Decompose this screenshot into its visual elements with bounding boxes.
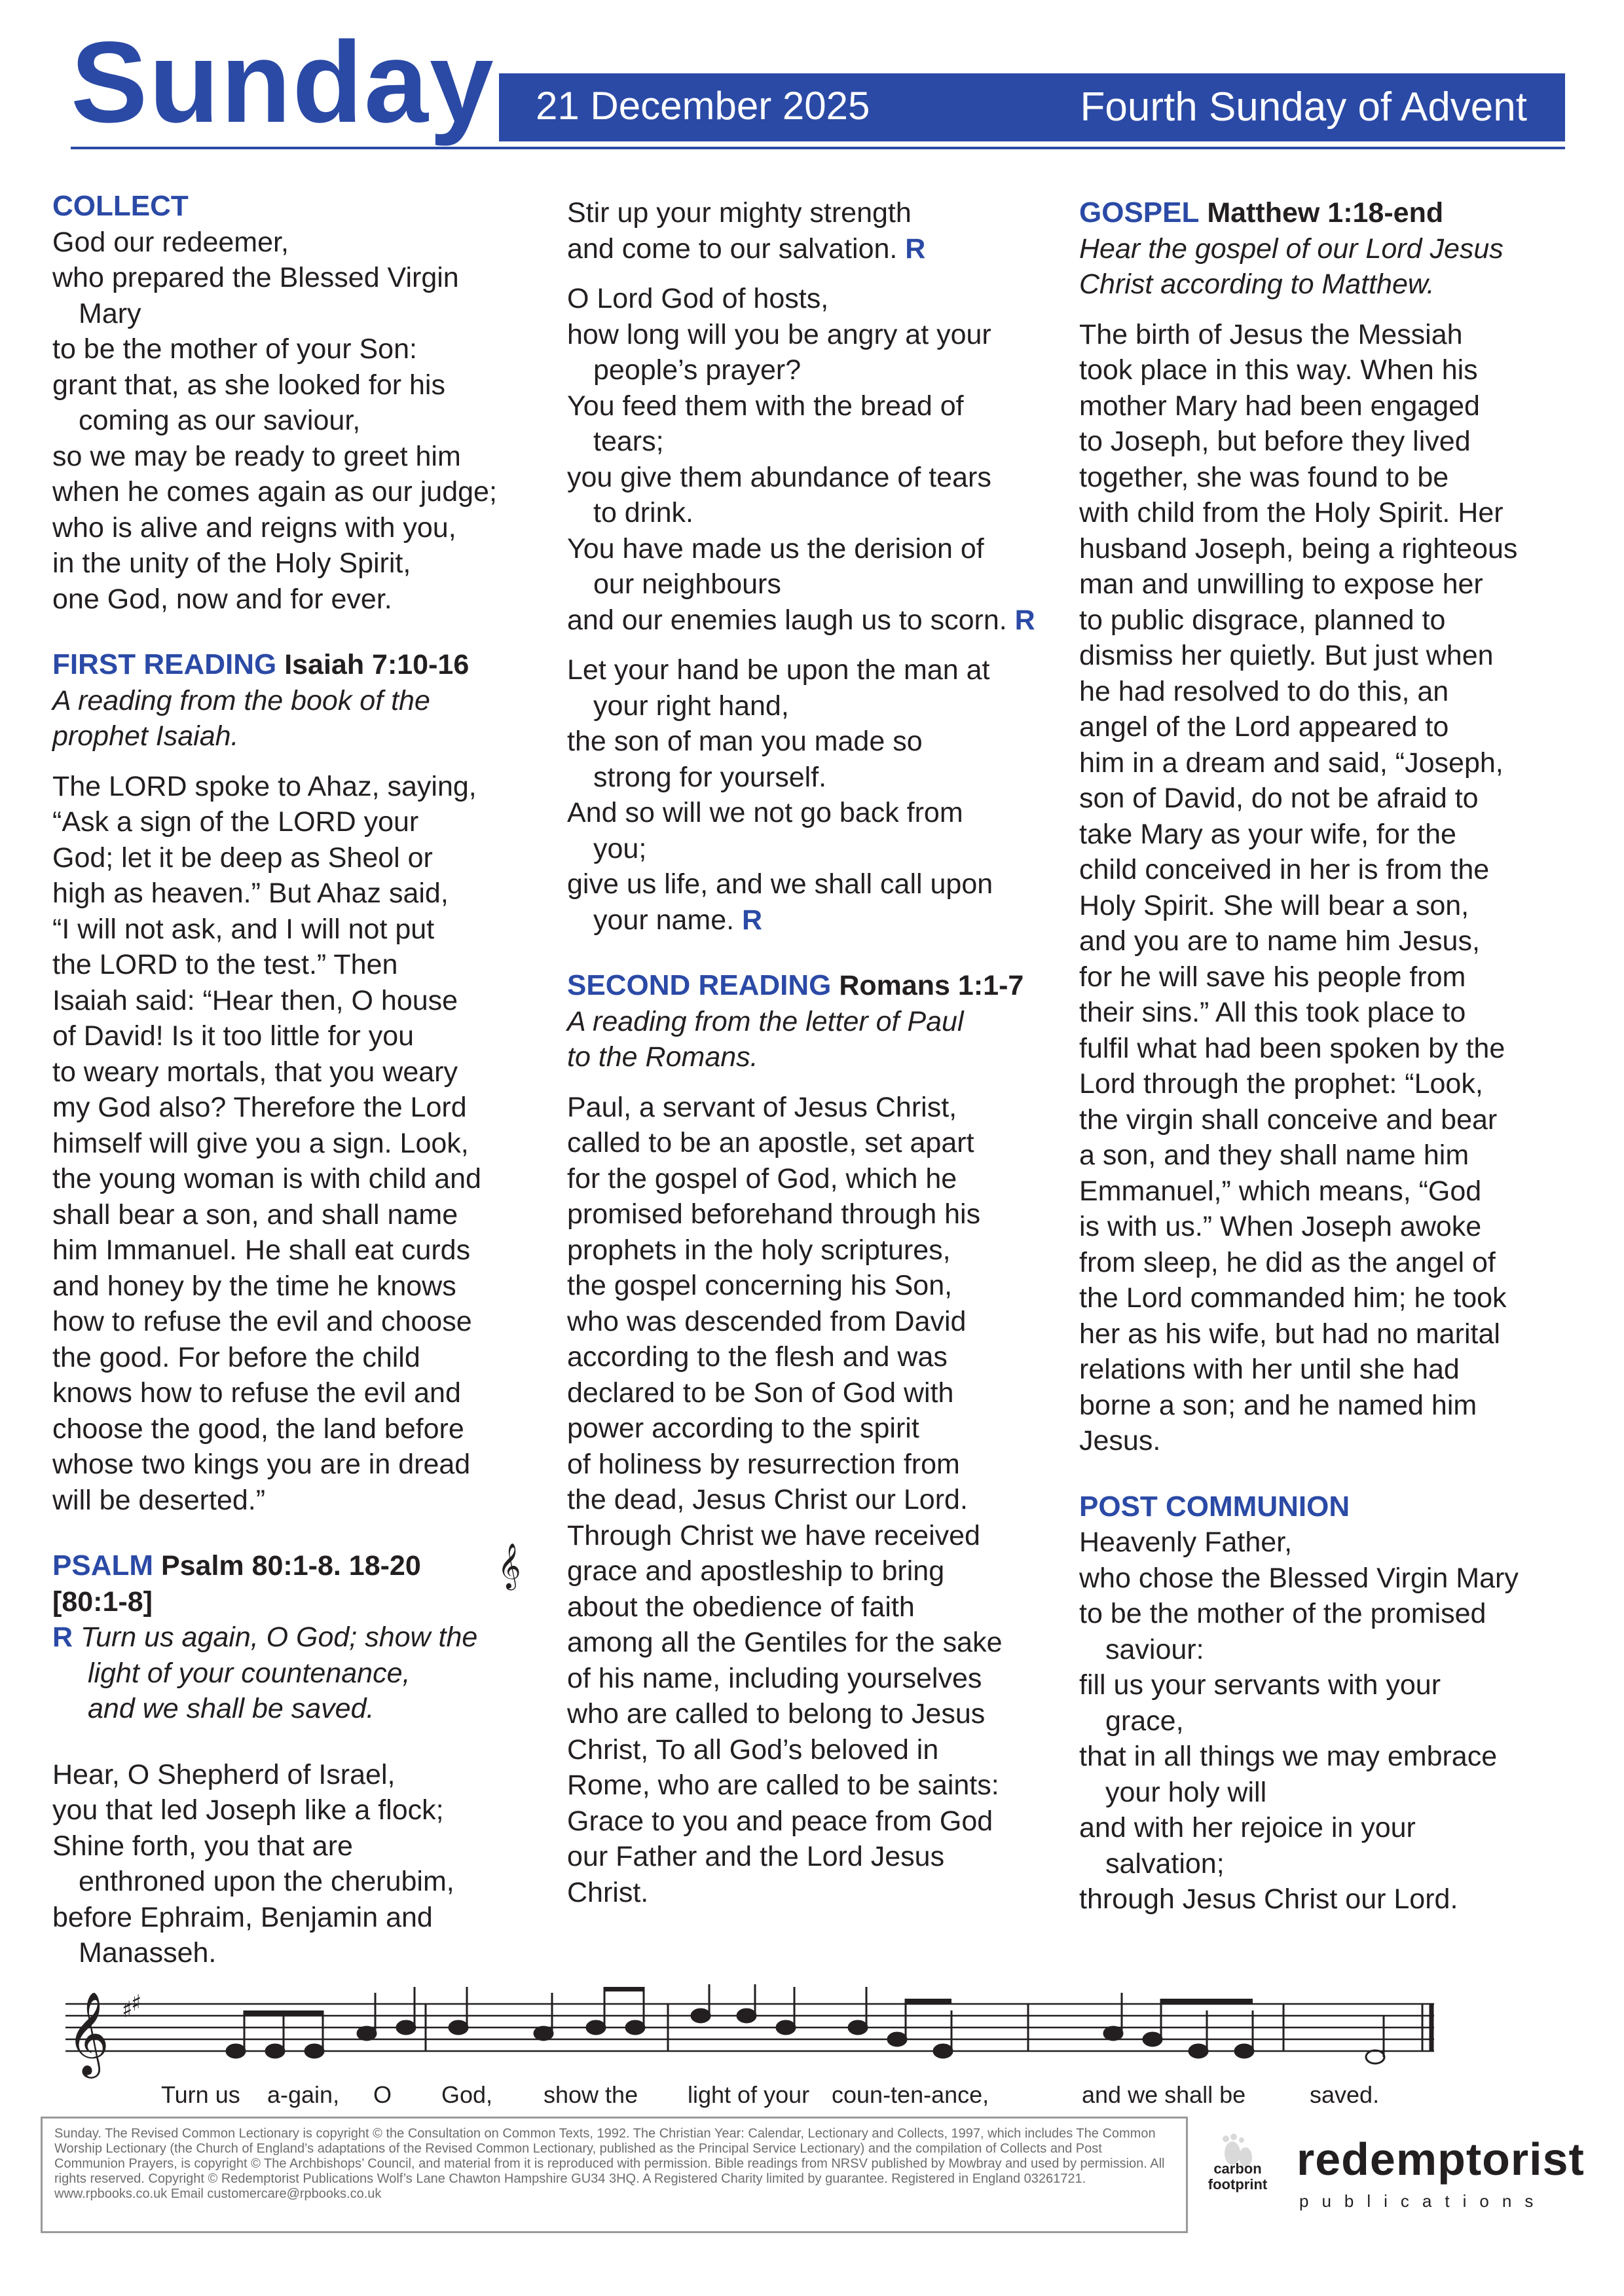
music-note <box>849 2021 867 2034</box>
lyric-9: saved. <box>1310 2081 1380 2108</box>
first-reading-line: and honey by the time he knows <box>52 1270 456 1302</box>
music-note <box>305 2045 323 2058</box>
second-reading-line: for the gospel of God, which he <box>567 1162 957 1194</box>
psalm-verse-line: your right hand, <box>593 690 789 722</box>
gospel-line: he had resolved to do this, an <box>1079 675 1449 707</box>
psalm-verse-line: our neighbours <box>593 568 781 600</box>
collect-line: in the unity of the Holy Spirit, <box>52 547 411 579</box>
collect-line: so we may be ready to greet him <box>52 440 461 472</box>
second-reading-intro-line: to the Romans. <box>567 1041 758 1073</box>
first-reading-line: will be deserted.” <box>52 1484 266 1516</box>
psalm-verse-line: you give them abundance of tears <box>567 461 991 493</box>
second-reading-line: who are called to belong to Jesus <box>567 1698 986 1730</box>
psalm-verse-line: tears; <box>593 426 664 457</box>
collect-line: God our redeemer, <box>52 226 289 258</box>
psalm-verse-line: you that led Joseph like a flock; <box>52 1794 444 1826</box>
gospel-line: the virgin shall conceive and bear <box>1079 1103 1498 1136</box>
gospel-line: the Lord commanded him; he took <box>1079 1282 1507 1314</box>
second-reading-line: grace and apostleship to bring <box>567 1555 945 1587</box>
psalm-response-line: R Turn us again, O God; show the <box>52 1621 478 1653</box>
lyric-7: coun-ten-ance, <box>832 2081 989 2108</box>
psalm-ref: Psalm 80:1-8. 18-20 <box>160 1550 421 1582</box>
psalm-verse-line: to drink. <box>593 497 693 528</box>
first-reading-line: himself will give you a sign. Look, <box>52 1127 469 1159</box>
copyright-notice: Sunday. The Revised Common Lectionary is copyright © the Consultation on Common Texts, 1992. The Christian Year: Calendar, Lectionary and Collects, 1997, which includes The Common Worship Lectionary (the Church of England’s adaptations of the Revised Common Lectionary, published as the Principal Service Lectionary) and the compilation of Collects and Post Communion Prayers, is copyright © The Archbishops’ Council, and material from it is reproduced with permission. Bible readings from NRSV published by Mowbray and used by permission. All rights reserved. Copyright © Redemptorist Publications Wolf’s Lane Chawton Hampshire GU34 3HQ. A Registered Charity limited by guarantee. Registered in England 03261721. www.rpbooks.co.uk Email customercare@rpbooks.co.uk <box>41 2117 1188 2233</box>
second-reading-line: promised beforehand through his <box>567 1198 981 1230</box>
second-reading-line: Through Christ we have received <box>567 1519 980 1551</box>
gospel-line: Jesus. <box>1079 1425 1161 1456</box>
first-reading-line: how to refuse the evil and choose <box>52 1306 472 1337</box>
gospel-intro-line: Hear the gospel of our Lord Jesus <box>1079 232 1504 265</box>
psalm-verse-line: how long will you be angry at your <box>567 318 991 350</box>
music-note <box>737 2009 756 2022</box>
second-reading-line: the dead, Jesus Christ our Lord. <box>567 1484 968 1515</box>
first-reading-intro-line: prophet Isaiah. <box>52 720 239 752</box>
gospel-line: together, she was found to be <box>1079 461 1449 493</box>
psalm-verse-line: Stir up your mighty strength <box>567 197 912 229</box>
gospel-line: took place in this way. When his <box>1079 354 1478 386</box>
collect-line: to be the mother of your Son: <box>52 333 417 365</box>
post-communion-line: who chose the Blessed Virgin Mary <box>1079 1562 1519 1594</box>
first-reading-intro-line: A reading from the book of the <box>52 684 430 716</box>
psalm-verse-line: give us life, and we shall call upon <box>567 868 993 900</box>
psalm-verses <box>52 1757 550 1971</box>
lyric-3: O <box>373 2081 392 2108</box>
gospel-intro-line: Christ according to Matthew. <box>1079 268 1435 300</box>
first-reading-line: knows how to refuse the evil and <box>52 1377 461 1409</box>
response-marker: R <box>734 904 763 936</box>
collect-line: who prepared the Blessed Virgin <box>52 262 459 293</box>
second-reading-line: Christ. <box>567 1876 649 1908</box>
carbon-label-line-1: carbon <box>1213 2160 1262 2177</box>
second-reading-line: Rome, who are called to be saints: <box>567 1769 999 1801</box>
post-communion-line: saviour: <box>1105 1633 1204 1665</box>
collect-text <box>52 225 550 618</box>
treble-clef-icon: 𝄞 <box>498 1544 521 1587</box>
music-note <box>534 2027 553 2040</box>
music-note <box>1143 2033 1162 2046</box>
music-note <box>1366 2050 1384 2064</box>
collect-line: one God, now and for ever. <box>52 583 392 615</box>
response-marker: R <box>1006 604 1035 636</box>
psalm-verse-line: Let your hand be upon the man at <box>567 654 990 686</box>
first-reading-line: whose two kings you are in dread <box>52 1449 471 1480</box>
gospel-line: Emmanuel,” which means, “God <box>1079 1175 1482 1207</box>
psalm-ref-short: [80:1-8] <box>52 1585 153 1618</box>
psalm-verse-line: O Lord God of hosts, <box>567 283 829 314</box>
gospel-line: child conceived in her is from the <box>1079 854 1490 885</box>
column-2 <box>567 195 1065 1910</box>
column-3 <box>1079 195 1577 1917</box>
gospel-line: take Mary as your wife, for the <box>1079 818 1456 850</box>
lyric-8: and we shall be <box>1082 2081 1246 2108</box>
music-beam <box>1161 1999 1253 2003</box>
psalm-verse-line: Hear, O Shepherd of Israel, <box>52 1758 396 1790</box>
post-communion-line: to be the mother of the promised <box>1079 1598 1486 1629</box>
key-signature-icon: ♯ <box>122 1997 133 2023</box>
music-note <box>358 2027 376 2040</box>
gospel-heading: GOSPEL <box>1079 196 1200 229</box>
header-occasion: Fourth Sunday of Advent <box>1080 84 1527 130</box>
gospel-line: from sleep, he did as the angel of <box>1079 1246 1496 1278</box>
publisher-logo: redemptorist <box>1297 2134 1585 2185</box>
second-reading-line: according to the flesh and was <box>567 1341 948 1373</box>
psalm-verse-line: your name. R <box>593 904 763 936</box>
first-reading-line: Isaiah said: “Hear then, O house <box>52 984 458 1016</box>
music-note <box>587 2021 605 2034</box>
psalm-section <box>52 1544 550 1971</box>
psalm-verse-line: you; <box>593 832 647 864</box>
header-bar <box>499 73 1565 141</box>
second-reading-line: the gospel concerning his Son, <box>567 1270 953 1301</box>
psalm-verse-line: You have made us the derision of <box>567 532 984 565</box>
psalm-verse-line: the son of man you made so <box>567 726 923 757</box>
gospel-line: son of David, do not be afraid to <box>1079 783 1479 814</box>
post-communion-line: through Jesus Christ our Lord. <box>1079 1883 1458 1915</box>
first-reading-line: choose the good, the land before <box>52 1413 464 1445</box>
response-marker: R <box>897 232 926 265</box>
psalm-response-line: and we shall be saved. <box>88 1693 375 1724</box>
psalm-verse-line: You feed them with the bread of <box>567 390 964 422</box>
first-reading-ref: Isaiah 7:10-16 <box>284 649 470 680</box>
music-note <box>397 2021 415 2034</box>
music-note <box>266 2045 284 2058</box>
music-note <box>692 2009 710 2022</box>
collect-line: coming as our saviour, <box>79 405 361 436</box>
psalm-stanza <box>567 652 1065 938</box>
second-reading-line: about the obedience of faith <box>567 1591 915 1623</box>
first-reading-heading: FIRST READING <box>52 648 277 680</box>
psalm-response-line: light of your countenance, <box>88 1657 411 1689</box>
gospel-line: relations with her until she had <box>1079 1354 1460 1385</box>
post-communion-line: Heavenly Father, <box>1079 1527 1293 1558</box>
psalm-verse-line: enthroned upon the cherubim, <box>79 1866 454 1897</box>
music-beam <box>604 1987 644 1991</box>
first-reading-line: the LORD to the test.” Then <box>52 949 398 980</box>
post-communion-line: and with her rejoice in your <box>1079 1812 1416 1843</box>
music-note <box>1235 2045 1253 2058</box>
second-reading-line: called to be an apostle, set apart <box>567 1127 974 1158</box>
response-marker: R <box>52 1621 81 1653</box>
music-note <box>1189 2045 1208 2058</box>
second-reading-section <box>567 968 1065 1910</box>
first-reading-intro <box>52 683 550 754</box>
collect-section <box>52 189 550 617</box>
gospel-line: Holy Spirit. She will bear a son, <box>1079 889 1469 921</box>
gospel-line: their sins.” All this took place to <box>1079 997 1466 1028</box>
psalm-response <box>52 1620 550 1727</box>
second-reading-line: power according to the spirit <box>567 1413 919 1444</box>
gospel-line: with child from the Holy Spirit. Her <box>1079 497 1504 528</box>
post-communion-text <box>1079 1525 1577 1917</box>
music-note <box>227 2045 245 2058</box>
music-beam <box>906 1999 951 2003</box>
second-reading-line: Christ, To all God’s beloved in <box>567 1733 939 1766</box>
first-reading-line: high as heaven.” But Ahaz said, <box>52 878 449 909</box>
first-reading-text <box>52 769 550 1519</box>
first-reading-line: him Immanuel. He shall eat curds <box>52 1234 471 1266</box>
first-reading-line: of David! Is it too little for you <box>52 1020 415 1052</box>
column-1 <box>52 189 550 1971</box>
post-communion-line: grace, <box>1105 1705 1184 1737</box>
second-reading-line: prophets in the holy scriptures, <box>567 1234 951 1266</box>
second-reading-intro <box>567 1004 1065 1075</box>
second-reading-line: of his name, including yourselves <box>567 1662 982 1694</box>
music-note <box>888 2033 906 2046</box>
music-beam <box>244 2010 323 2015</box>
psalm-continued <box>567 195 1065 938</box>
gospel-line: for he will save his people from <box>1079 961 1466 993</box>
header-date: 21 December 2025 <box>536 84 870 128</box>
gospel-ref: Matthew 1:18-end <box>1207 197 1444 229</box>
second-reading-ref: Romans 1:1-7 <box>839 970 1024 1001</box>
lyric-1: Turn us <box>161 2081 240 2108</box>
gospel-intro <box>1079 231 1577 303</box>
first-reading-line: “I will not ask, and I will not put <box>52 913 435 945</box>
gospel-line: and you are to name him Jesus, <box>1079 925 1480 957</box>
gospel-line: to public disgrace, planned to <box>1079 604 1446 636</box>
gospel-line: is with us.” When Joseph awoke <box>1079 1211 1482 1242</box>
psalm-verse-line: people’s prayer? <box>593 354 802 386</box>
gospel-text <box>1079 317 1577 1459</box>
staff-treble-clef-icon: 𝄞 <box>67 1991 110 2075</box>
second-reading-heading: SECOND READING <box>567 969 832 1001</box>
music-note <box>1104 2027 1122 2040</box>
lyric-4: God, <box>441 2081 493 2108</box>
music-note <box>777 2021 795 2034</box>
post-communion-section <box>1079 1489 1577 1917</box>
second-reading-line: our Father and the Lord Jesus <box>567 1841 945 1872</box>
psalm-verse-line: before Ephraim, Benjamin and <box>52 1901 433 1933</box>
collect-line: Mary <box>79 297 141 329</box>
second-reading-intro-line: A reading from the letter of Paul <box>567 1005 964 1037</box>
gospel-line: man and unwilling to expose her <box>1079 568 1483 600</box>
psalm-stanza <box>567 195 1065 267</box>
psalm-stanza <box>567 281 1065 638</box>
second-reading-line: who was descended from David <box>567 1305 967 1337</box>
first-reading-section <box>52 647 550 1518</box>
key-signature-icon-2: ♯ <box>131 1990 142 2016</box>
collect-line: when he comes again as our judge; <box>52 476 497 508</box>
gospel-line: borne a son; and he named him <box>1079 1389 1477 1421</box>
first-reading-line: shall bear a son, and shall name <box>52 1198 458 1231</box>
gospel-line: fulfil what had been spoken by the <box>1079 1032 1505 1064</box>
page-header <box>0 0 1624 170</box>
collect-line: who is alive and reigns with you, <box>52 511 456 544</box>
gospel-line: to Joseph, but before they lived <box>1079 426 1471 457</box>
post-communion-heading: POST COMMUNION <box>1079 1490 1350 1523</box>
lyric-2: a-gain, <box>267 2081 340 2108</box>
collect-line: grant that, as she looked for his <box>52 369 445 401</box>
carbon-footprint-label <box>1205 2161 1270 2193</box>
gospel-line: her as his wife, but had no marital <box>1079 1318 1500 1350</box>
first-reading-line: to weary mortals, that you weary <box>52 1056 458 1088</box>
music-note <box>449 2021 468 2034</box>
gospel-line: husband Joseph, being a righteous <box>1079 532 1518 565</box>
lyric-5: show the <box>544 2081 638 2108</box>
music-note <box>626 2021 644 2034</box>
psalm-verse-line: Shine forth, you that are <box>52 1830 353 1862</box>
second-reading-text <box>567 1090 1065 1911</box>
second-reading-line: of holiness by resurrection from <box>567 1448 960 1480</box>
psalm-heading: PSALM <box>52 1549 153 1582</box>
collect-heading: COLLECT <box>52 190 189 222</box>
gospel-line: a son, and they shall name him <box>1079 1139 1469 1171</box>
first-reading-line: “Ask a sign of the LORD your <box>52 806 419 838</box>
gospel-line: angel of the Lord appeared to <box>1079 711 1449 743</box>
first-reading-line: God; let it be deep as Sheol or <box>52 842 433 874</box>
gospel-line: him in a dream and said, “Joseph, <box>1079 747 1504 779</box>
first-reading-line: my God also? Therefore the Lord <box>52 1092 467 1123</box>
carbon-label-line-2: footprint <box>1208 2176 1268 2193</box>
post-communion-line: your holy will <box>1105 1776 1267 1808</box>
psalm-verse-line: and our enemies laugh us to scorn. R <box>567 604 1035 636</box>
gospel-line: dismiss her quietly. But just when <box>1079 640 1494 671</box>
second-reading-line: declared to be Son of God with <box>567 1377 954 1409</box>
psalm-verse-line: strong for yourself. <box>593 761 827 793</box>
post-communion-line: that in all things we may embrace <box>1079 1741 1498 1772</box>
psalm-verse-line: Manasseh. <box>79 1937 217 1969</box>
psalm-verse-line: And so will we not go back from <box>567 797 963 828</box>
header-rule <box>71 147 1565 149</box>
first-reading-line: The LORD spoke to Ahaz, saying, <box>52 770 477 802</box>
gospel-line: mother Mary had been engaged <box>1079 390 1480 422</box>
gospel-line: Lord through the prophet: “Look, <box>1079 1068 1483 1100</box>
psalm-verse-line: and come to our salvation. R <box>567 232 926 265</box>
publisher-subtitle: publications <box>1299 2191 1547 2211</box>
day-title: Sunday <box>71 18 495 147</box>
post-communion-line: salvation; <box>1105 1847 1225 1879</box>
second-reading-line: Grace to you and peace from God <box>567 1805 993 1837</box>
post-communion-line: fill us your servants with your <box>1079 1669 1441 1701</box>
lyric-6: light of your <box>688 2081 810 2108</box>
first-reading-line: the good. For before the child <box>52 1341 420 1373</box>
music-note <box>934 2045 952 2058</box>
gospel-line: The birth of Jesus the Messiah <box>1079 318 1463 350</box>
gospel-section <box>1079 195 1577 1459</box>
second-reading-line: among all the Gentiles for the sake <box>567 1627 1003 1658</box>
second-reading-line: Paul, a servant of Jesus Christ, <box>567 1091 957 1123</box>
first-reading-line: the young woman is with child and <box>52 1163 481 1194</box>
